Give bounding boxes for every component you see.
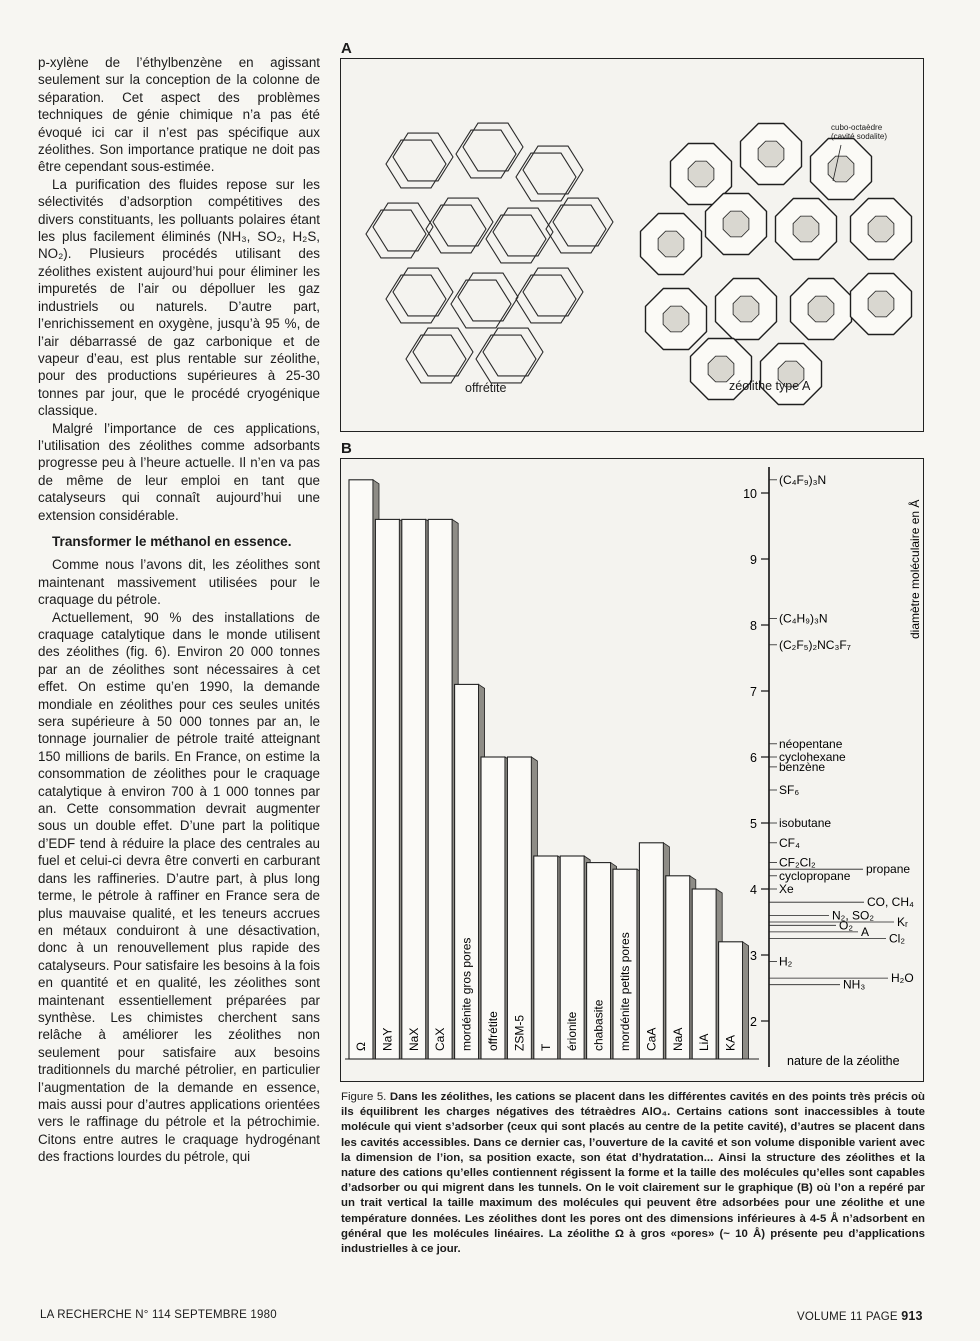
section-heading: Transformer le méthanol en essence. <box>52 533 292 549</box>
structure-drawings <box>341 59 923 431</box>
offretite-framework <box>366 123 613 383</box>
molecule-label-19: H₂ <box>779 954 793 969</box>
cage-window <box>758 141 784 167</box>
bar-13 <box>692 889 716 1059</box>
sodalite-cage-label <box>831 123 887 141</box>
bar-6 <box>507 757 531 1059</box>
molecule-label-20: H₂O <box>891 971 914 986</box>
bar-1 <box>375 519 399 1059</box>
molecule-label-4: cyclohexane <box>779 750 846 764</box>
offretite-label: offrétite <box>465 381 507 395</box>
bar-label-13: LiA <box>697 1033 712 1051</box>
x-axis-label: nature de la zéolithe <box>787 1054 900 1068</box>
bar-3 <box>428 519 452 1059</box>
y-tick-label-5: 5 <box>750 817 757 831</box>
bar-label-3: CaX <box>433 1027 448 1051</box>
cage-window <box>868 291 894 317</box>
y-tick-label-10: 10 <box>743 487 757 501</box>
zeolite-a-label: zéolithe type A <box>729 379 811 393</box>
molecule-label-13: CO, CH₄ <box>867 895 914 910</box>
bar-label-5: offrétite <box>486 1011 500 1051</box>
bar-label-12: NaA <box>670 1027 685 1051</box>
y-tick-label-6: 6 <box>750 751 757 765</box>
paragraph-3: Malgré l’importance de ces applications, l’utilisation des zéolithes comme adsorbants progresse peu à l’heure actuelle. Il n’en va pas de même de leur emploi en tant que catalyseurs qui connaît aujourd’hui une extension considérable. <box>38 420 320 523</box>
footer-volume: VOLUME 11 PAGE <box>797 1311 898 1323</box>
offretite-drawing <box>366 123 613 383</box>
molecule-label-12: propane <box>866 862 911 877</box>
panel-a-letter: A <box>341 40 352 57</box>
molecule-label-17: A <box>861 924 870 939</box>
bar-7 <box>534 856 558 1059</box>
cage-window <box>868 216 894 242</box>
bar-label-11: CaA <box>644 1027 659 1051</box>
bar-11 <box>639 843 663 1059</box>
molecule-label-6: SF₆ <box>779 783 800 797</box>
bar-label-8: érionite <box>565 1011 580 1051</box>
panel-b-chart <box>340 458 924 1082</box>
molecule-label-5: benzène <box>779 759 826 774</box>
paragraph-2: La purification des fluides repose sur les sélectivités d’adsorption compétitives des divers constituants, les polluants polaires étant les plus facilement éliminés (NH₃, SO₂, H₂S, NO₂). Plusieurs procédés utilisant des zéolithes existent aujourd’hui pour éliminer les impuretés de l’air ou dépolluer les gaz industriels ou naturels. D’autre part, l’enrichissement en oxygène, jusqu’à 95 %, de l’air débarrassé de gaz carbonique et de vapeur d’eau, est plus rentable sur zéolithe, pour des productions supérieures à 25-30 tonnes par jour, que le procédé cryogénique classique. <box>38 176 320 419</box>
molecule-label-14: N₂, SO₂ <box>832 908 874 923</box>
bar-label-0: Ω <box>354 1042 368 1051</box>
bar-label-4: mordénite gros pores <box>459 937 474 1051</box>
sodalite-label-line1: cubo-octaèdre <box>831 123 883 132</box>
zeolite-a-drawing <box>641 124 912 405</box>
figure-caption <box>341 1090 925 1257</box>
bar-label-6: ZSM-5 <box>512 1015 527 1051</box>
molecule-label-9: CF₂Cl₂ <box>779 855 816 870</box>
pore-size-chart <box>341 459 923 1081</box>
molecule-label-3: néopentane <box>779 736 843 751</box>
paragraph-1: p-xylène de l’éthylbenzène en agissant seulement sur la conception de la colonne de séparation. Cet aspect des problèmes techniques de génie chimique n’a pas été évoqué ici car il n’est pas spécifique aux zéolithes. Son importance pratique ne doit pas être cependant sous-estimée. <box>38 55 320 175</box>
cage-window <box>733 296 759 322</box>
caption-figure-number: Figure 5. <box>341 1091 387 1103</box>
molecule-label-2: (C₂F₅)₂NC₃F₇ <box>779 637 851 652</box>
footer-page-number: 913 <box>901 1309 923 1323</box>
molecule-label-18: Cl₂ <box>889 931 905 946</box>
footer-journal: LA RECHERCHE N° 114 SEPTEMBRE 1980 <box>40 1309 277 1321</box>
molecule-label-11: Xe <box>779 882 794 896</box>
molecule-label-1: (C₄H₉)₃N <box>779 611 828 626</box>
paragraph-5: Actuellement, 90 % des installations de craquage catalytique dans le monde utilisent des zéolithes (fig. 6). Environ 20 000 tonnes par an de zéolithes sont nécessaires à cet effet. On estime qu’en 1990, la demande mondiale en zéolithes pour ces seules unités sera supérieure à 50 000 tonnes par an, le tonnage journalier de pétrole traité atteignant 150 millions de barils. En France, on estime la consommation de zéolithes pour le craquage catalytique à environ 700 à 1 000 tonnes par an. Cette consommation devrait augmenter sous un double effet. D’une part la politique d’EDF tend à réduire la place des centrales au fuel et celui-ci devra être converti en carburant dans les raffineries. D’autre part, à plus long terme, le pétrole à raffiner en France sera de plus mauvaise qualité, et les teneurs accrues en métaux conduiront à une désactivation, donc à un renouvellement plus rapide des catalyseurs. Pour satisfaire les besoins à la fois en quantité et en qualité, les zéolithes sont maintenant essentiellement préparées par synthèse. Les chimistes cherchent sans relâche à améliorer les zéolithes non seulement pour satisfaire aux besoins traditionnels du marché pétrolier, en particulier l’augmentation de la demande en essence, mais aussi pour d’autres applications orientées vers le raffinage du pétrole et la pétrochimie. Citons entre autres le craquage hydrogénant des fractions lourdes du pétrole, qui <box>38 609 320 1165</box>
molecule-label-21: NH₃ <box>843 977 866 992</box>
molecule-label-7: isobutane <box>779 816 832 830</box>
y-axis-label: diamètre moléculaire en Å <box>908 499 922 639</box>
bar-label-9: chabasite <box>591 999 606 1051</box>
molecule-label-10: cyclopropane <box>779 868 851 883</box>
paragraph-4: Comme nous l’avons dit, les zéolithes sont maintenant massivement utilisées pour le craquage du pétrole. <box>38 557 320 608</box>
molecule-label-0: (C₄F₉)₃N <box>779 472 827 487</box>
bar-label-1: NaY <box>380 1027 395 1051</box>
y-tick-label-4: 4 <box>750 883 757 897</box>
bar-label-2: NaX <box>406 1027 421 1051</box>
bar-0 <box>349 480 373 1059</box>
y-tick-label-2: 2 <box>750 1015 757 1029</box>
cage-window <box>688 161 714 187</box>
bar-shadow-14 <box>743 942 749 1059</box>
y-tick-label-3: 3 <box>750 949 757 963</box>
cage-window <box>793 216 819 242</box>
cage-window <box>828 156 854 182</box>
y-tick-label-9: 9 <box>750 553 757 567</box>
molecule-label-8: CF₄ <box>779 835 800 850</box>
article-text-column <box>38 54 320 1166</box>
molecule-label-16: Kᵣ <box>897 915 908 929</box>
caption-text: Dans les zéolithes, les cations se placent dans les différentes cavités en des points très précis où ils équilibrent les charges négatives des tétraèdres AlO₄. Certains cations sont inaccessibles à toute molécule qui vient s’adsorber (ceux qui sont placés au centre de la petite cavité), d’autres se placent dans les cavités accessibles. Dans ce dernier cas, l’ouverture de la cavité et son volume disponible varient avec la dimension de l’ion, sa position exacte, son état d’hydratation... Ainsi la structure des zéolithes et la nature des cations qu’elles contiennent régissent la forme et la taille des molécules qu’elles sont capables d’adsorber ou qui migrent dans les tunnels. On le voit clairement sur le graphique (B) où l’on a repéré par un trait vertical la taille maximum des molécules qui peuvent être adsorbées pour une zéolithe et une température données. Les zéolithes dont les pores ont des dimensions inférieures à 4-5 Å n’adsorbent en général que les molécules linéaires. La zéolithe Ω à gros «pores» (~ 10 Å) présente peu d’applications industrielles à ce jour. <box>341 1091 926 1256</box>
cage-window <box>663 306 689 332</box>
bar-label-10: mordénite petits pores <box>618 932 632 1051</box>
cage-window <box>658 231 684 257</box>
panel-b-letter: B <box>341 440 352 457</box>
bar-label-14: KA <box>723 1034 738 1051</box>
zeolite-a-framework <box>641 124 912 405</box>
y-tick-label-8: 8 <box>750 619 757 633</box>
panel-a-structures <box>340 58 924 432</box>
footer-page <box>797 1309 923 1323</box>
molecule-label-15: O₂ <box>839 918 853 933</box>
bar-2 <box>402 519 426 1059</box>
sodalite-label-line2: (cavité sodalite) <box>831 132 888 141</box>
bar-label-7: T <box>538 1043 553 1051</box>
cage-window <box>808 296 834 322</box>
cage-window <box>723 211 749 237</box>
y-tick-label-7: 7 <box>750 685 757 699</box>
